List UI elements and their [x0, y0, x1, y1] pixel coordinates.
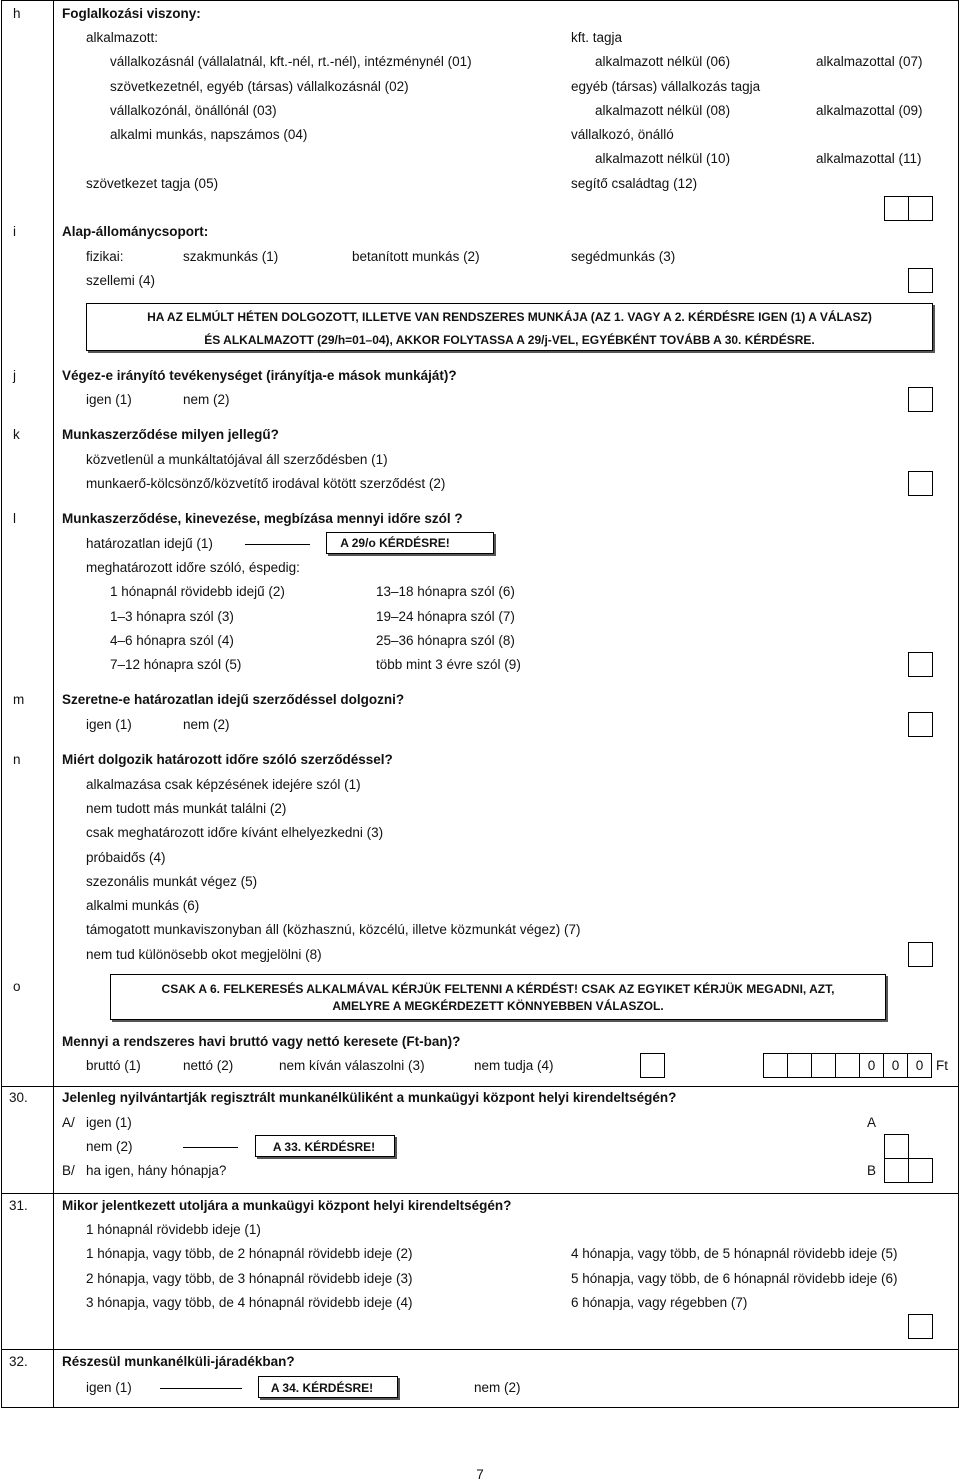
- option-text: segítő családtag (12): [571, 176, 698, 191]
- option-text: igen (1): [86, 1115, 132, 1130]
- question-title-31: Mikor jelentkezett utoljára a munkaügyi központ helyi kirendeltségén?: [62, 1198, 512, 1213]
- option-text: vállalkozónál, önállónál (03): [110, 103, 277, 118]
- option-text: nem (2): [183, 717, 230, 732]
- skip-instruction: A 29/o KÉRDÉSRE!: [340, 536, 450, 550]
- option-text: nem tudott más munkát találni (2): [86, 801, 287, 816]
- option-text: ha igen, hány hónapja?: [86, 1163, 227, 1178]
- answer-box-h-1[interactable]: [884, 196, 909, 221]
- question-letter-n: n: [13, 752, 21, 767]
- option-text: 7–12 hónapra szól (5): [110, 657, 242, 672]
- question-title-m: Szeretne-e határozatlan idejű szerződéssel dolgozni?: [62, 692, 405, 707]
- answer-box-i[interactable]: [908, 268, 933, 293]
- option-text: nem tud különösebb okot megjelölni (8): [86, 947, 322, 962]
- amount-box[interactable]: [763, 1053, 788, 1078]
- option-text: vállalkozásnál (vállalatnál, kft.-nél, rt.-nél), intézménynél (01): [110, 54, 472, 69]
- option-text: alkalmazott nélkül (06): [595, 54, 731, 69]
- question-title-l: Munkaszerződése, kinevezése, megbízása mennyi időre szól ?: [62, 511, 463, 526]
- answer-box-h-2[interactable]: [908, 196, 933, 221]
- page-number: 7: [476, 1467, 484, 1482]
- option-text: meghatározott időre szóló, éspedig:: [86, 560, 300, 575]
- answer-box-k[interactable]: [908, 471, 933, 496]
- option-text: alkalmazottal (09): [816, 103, 923, 118]
- row-divider-30: [1, 1086, 959, 1087]
- amount-box[interactable]: [835, 1053, 860, 1078]
- question-letter-m: m: [13, 692, 25, 707]
- option-text: alkalmazott nélkül (10): [595, 151, 731, 166]
- option-text: határozatlan idejű (1): [86, 536, 213, 551]
- option-text: alkalmi munkás (6): [86, 898, 200, 913]
- question-title-j: Végez-e irányító tevékenységet (irányítja-e mások munkáját)?: [62, 368, 457, 383]
- skip-arrow: [183, 1147, 238, 1148]
- option-text: betanított munkás (2): [352, 249, 480, 264]
- question-letter-i: i: [13, 224, 16, 239]
- option-text: szakmunkás (1): [183, 249, 279, 264]
- option-text: szellemi (4): [86, 273, 156, 288]
- option-text: segédmunkás (3): [571, 249, 676, 264]
- option-text: 3 hónapja, vagy több, de 4 hónapnál rövidebb ideje (4): [86, 1295, 413, 1310]
- row-divider-31: [1, 1193, 959, 1194]
- answer-box-30b-1[interactable]: [884, 1158, 909, 1183]
- answer-box-30a[interactable]: [884, 1134, 909, 1159]
- option-text: bruttó (1): [86, 1058, 141, 1073]
- option-text: alkalmazottal (07): [816, 54, 923, 69]
- option-text: nem (2): [474, 1380, 521, 1395]
- option-text: szövetkezet tagja (05): [86, 176, 219, 191]
- preset-zero: 0: [891, 1058, 900, 1073]
- question-title-k: Munkaszerződése milyen jellegű?: [62, 427, 279, 442]
- option-text: kft. tagja: [571, 30, 623, 45]
- option-text: alkalmazottal (11): [816, 151, 922, 166]
- skip-arrow: [245, 544, 310, 545]
- option-text: támogatott munkaviszonyban áll (közhasznú, közcélú, illetve közmunkát végez) (7): [86, 922, 581, 937]
- question-title-i: Alap-állománycsoport:: [62, 224, 209, 239]
- option-text: több mint 3 évre szól (9): [376, 657, 521, 672]
- question-letter-h: h: [13, 6, 21, 21]
- question-number-31: 31.: [9, 1198, 28, 1213]
- option-text: 1–3 hónapra szól (3): [110, 609, 234, 624]
- skip-instruction: A 33. KÉRDÉSRE!: [272, 1140, 376, 1154]
- question-number-32: 32.: [9, 1354, 28, 1369]
- option-text: igen (1): [86, 717, 132, 732]
- option-text: igen (1): [86, 1380, 132, 1395]
- amount-box[interactable]: [883, 1053, 908, 1078]
- question-letter-j: j: [13, 368, 16, 383]
- question-letter-l: l: [13, 511, 16, 526]
- column-divider: [53, 0, 54, 1408]
- option-text: 6 hónapja, vagy régebben (7): [571, 1295, 748, 1310]
- question-title-o: Mennyi a rendszeres havi bruttó vagy nettó keresete (Ft-ban)?: [62, 1034, 461, 1049]
- answer-box-j[interactable]: [908, 387, 933, 412]
- option-text: igen (1): [86, 392, 132, 407]
- question-number-30: 30.: [9, 1090, 28, 1105]
- option-text: fizikai:: [86, 249, 124, 264]
- instruction-text: CSAK A 6. FELKERESÉS ALKALMÁVAL KÉRJÜK FELTENNI A KÉRDÉST! CSAK AZ EGYIKET KÉRJÜK MEGADNI, AZT,: [161, 982, 835, 996]
- row-divider-32: [1, 1349, 959, 1350]
- skip-instruction: A 34. KÉRDÉSRE!: [270, 1381, 374, 1395]
- option-text: alkalmazott nélkül (08): [595, 103, 731, 118]
- option-text: alkalmazása csak képzésének idejére szól (1): [86, 777, 361, 792]
- question-title-h: Foglalkozási viszony:: [62, 6, 201, 21]
- option-text: nem (2): [183, 392, 230, 407]
- preset-zero: 0: [915, 1058, 924, 1073]
- option-text: 5 hónapja, vagy több, de 6 hónapnál rövidebb ideje (6): [571, 1271, 898, 1286]
- option-text: 25–36 hónapra szól (8): [376, 633, 515, 648]
- answer-box-n[interactable]: [908, 942, 933, 967]
- sub-label-b: B/: [62, 1163, 75, 1178]
- option-text: 1 hónapnál rövidebb idejű (2): [110, 584, 285, 599]
- option-text: 4–6 hónapra szól (4): [110, 633, 234, 648]
- option-text: alkalmazott:: [86, 30, 159, 45]
- answer-box-31[interactable]: [908, 1314, 933, 1339]
- option-text: munkaerő-kölcsönző/közvetítő irodával kötött szerződést (2): [86, 476, 446, 491]
- skip-arrow: [160, 1388, 242, 1389]
- option-text: nem kíván válaszolni (3): [279, 1058, 425, 1073]
- amount-box[interactable]: [811, 1053, 836, 1078]
- instruction-text: AMELYRE A MEGKÉRDEZETT KÖNNYEBBEN VÁLASZOL.: [332, 999, 664, 1013]
- option-text: szövetkezetnél, egyéb (társas) vállalkozásnál (02): [110, 79, 409, 94]
- option-text: 19–24 hónapra szól (7): [376, 609, 515, 624]
- amount-box[interactable]: [859, 1053, 884, 1078]
- option-text: alkalmi munkás, napszámos (04): [110, 127, 308, 142]
- question-title-32: Részesül munkanélküli-járadékban?: [62, 1354, 295, 1369]
- option-text: csak meghatározott időre kívánt elhelyezkedni (3): [86, 825, 384, 840]
- amount-box[interactable]: [907, 1053, 932, 1078]
- box-label-b: B: [867, 1163, 877, 1178]
- answer-box-o-type[interactable]: [640, 1053, 665, 1078]
- box-label-a: A: [867, 1115, 877, 1130]
- question-letter-o: o: [13, 979, 21, 994]
- option-text: nem (2): [86, 1139, 133, 1154]
- option-text: nettó (2): [183, 1058, 234, 1073]
- currency-label: Ft: [936, 1058, 948, 1073]
- option-text: 1 hónapnál rövidebb ideje (1): [86, 1222, 261, 1237]
- question-title-n: Miért dolgozik határozott időre szóló szerződéssel?: [62, 752, 393, 767]
- answer-box-30b-2[interactable]: [908, 1158, 933, 1183]
- option-text: 1 hónapja, vagy több, de 2 hónapnál rövidebb ideje (2): [86, 1246, 413, 1261]
- instruction-text: ÉS ALKALMAZOTT (29/h=01–04), AKKOR FOLYTASSA A 29/j-VEL, EGYÉBKÉNT TOVÁBB A 30. KÉRDÉSRE.: [204, 333, 815, 347]
- answer-box-m[interactable]: [908, 712, 933, 737]
- option-text: 13–18 hónapra szól (6): [376, 584, 515, 599]
- question-letter-k: k: [13, 427, 20, 442]
- option-text: nem tudja (4): [474, 1058, 554, 1073]
- option-text: 2 hónapja, vagy több, de 3 hónapnál rövidebb ideje (3): [86, 1271, 413, 1286]
- option-text: vállalkozó, önálló: [571, 127, 674, 142]
- preset-zero: 0: [867, 1058, 876, 1073]
- option-text: próbaidős (4): [86, 850, 166, 865]
- option-text: közvetlenül a munkáltatójával áll szerződésben (1): [86, 452, 388, 467]
- question-title-30: Jelenleg nyilvántartják regisztrált munkanélküliként a munkaügyi központ helyi kirendeltségén?: [62, 1090, 677, 1105]
- option-text: 4 hónapja, vagy több, de 5 hónapnál rövidebb ideje (5): [571, 1246, 898, 1261]
- amount-box[interactable]: [787, 1053, 812, 1078]
- answer-box-l[interactable]: [908, 652, 933, 677]
- option-text: egyéb (társas) vállalkozás tagja: [571, 79, 761, 94]
- instruction-text: HA AZ ELMÚLT HÉTEN DOLGOZOTT, ILLETVE VAN RENDSZERES MUNKÁJA (AZ 1. VAGY A 2. KÉRDÉSRE IGEN (1) A VÁLASZ): [147, 310, 872, 324]
- option-text: szezonális munkát végez (5): [86, 874, 258, 889]
- sub-label-a: A/: [62, 1115, 75, 1130]
